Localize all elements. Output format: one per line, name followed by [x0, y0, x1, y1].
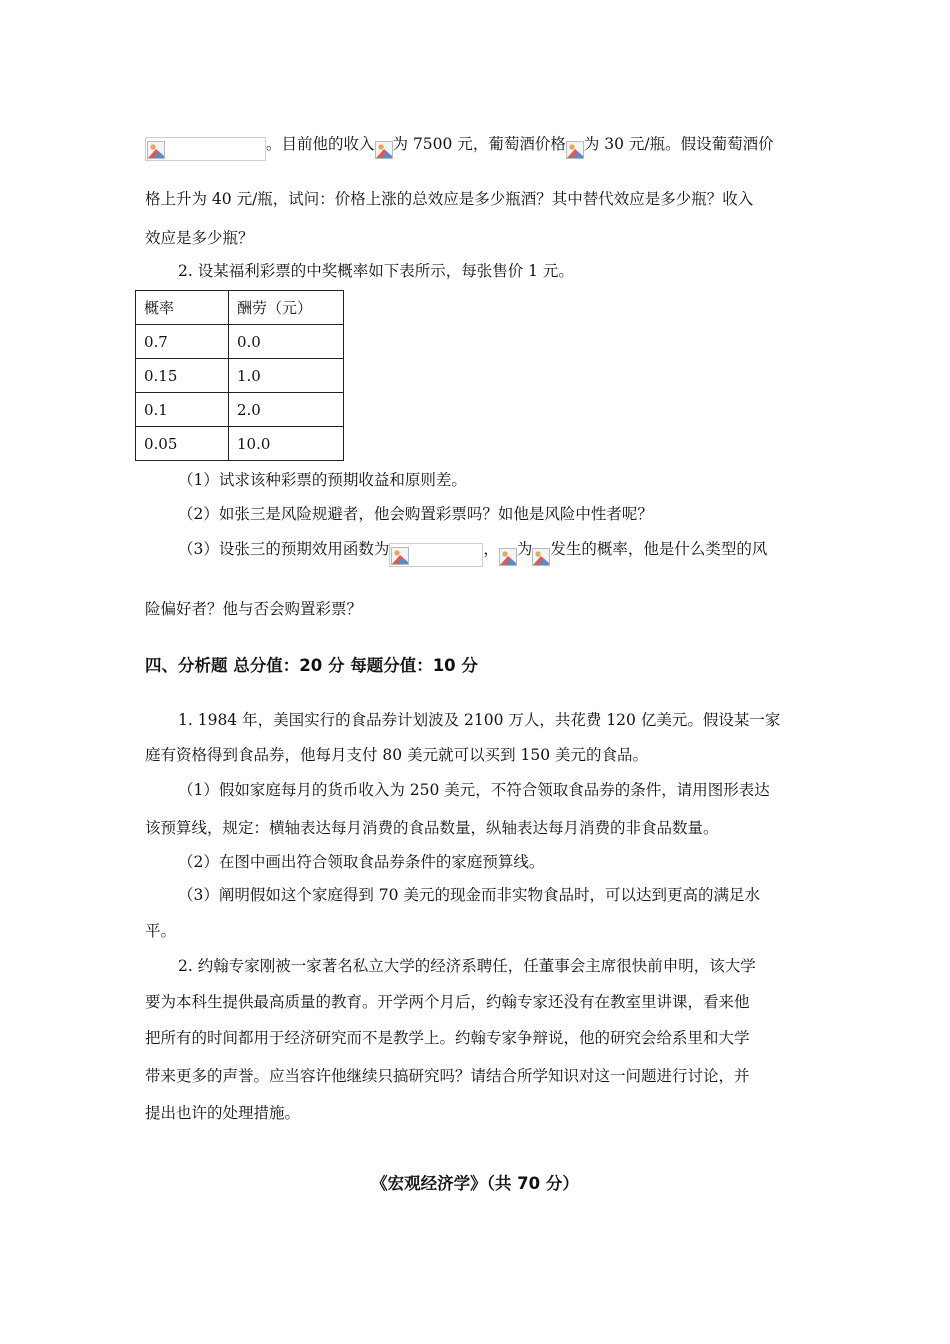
line-text: 为: [516, 540, 533, 558]
analysis-1-line-1: 1. 1984 年，美国实行的食品券计划波及 2100 万人，共花费 120 亿美元。假设某一家: [178, 711, 781, 729]
line-text: 。目前他的收入: [266, 135, 375, 153]
table-cell: 0.0: [229, 325, 344, 359]
table-row: [136, 325, 344, 359]
table-row: [136, 427, 344, 461]
broken-image-icon: [391, 547, 409, 565]
table-cell: 10.0: [229, 427, 344, 461]
line-text: ，: [483, 540, 499, 558]
table-cell: 0.15: [136, 359, 229, 393]
macroeconomics-title: 《宏观经济学》（共 70 分）: [371, 1174, 579, 1193]
question-continuation-line-2: 格上升为 40 元/瓶，试问：价格上涨的总效应是多少瓶酒？其中替代效应是多少瓶？收入: [145, 190, 754, 208]
broken-image-icon: [566, 141, 584, 159]
line-text: （3）设张三的预期效用函数为: [178, 540, 390, 558]
question-2-intro: 2. 设某福利彩票的中奖概率如下表所示，每张售价 1 元。: [178, 262, 574, 280]
analysis-2-line-2: 要为本科生提供最高质量的教育。开学两个月后，约翰专家还没有在教室里讲课，看来他: [145, 993, 750, 1011]
table-cell: 2.0: [229, 393, 344, 427]
table-cell: 0.1: [136, 393, 229, 427]
section-4-heading: 四、分析题 总分值：20 分 每题分值：10 分: [145, 656, 478, 675]
analysis-2-line-4: 带来更多的声誉。应当容许他继续只搞研究吗？请结合所学知识对这一问题进行讨论，并: [145, 1067, 750, 1085]
line-text: 为 7500 元，葡萄酒价格: [392, 135, 566, 153]
broken-image-icon: [499, 548, 517, 566]
question-2-sub-3: [178, 539, 767, 567]
question-2-sub-1: （1）试求该种彩票的预期收益和原则差。: [178, 471, 467, 489]
analysis-1-sub-3-line-1: （3）阐明假如这个家庭得到 70 美元的现金而非实物食品时，可以达到更高的满足水: [178, 886, 760, 904]
table-row: [136, 393, 344, 427]
formula-image: [145, 137, 266, 161]
line-text: 为 30 元/瓶。假设葡萄酒价: [583, 135, 774, 153]
analysis-1-sub-3-line-2: 平。: [145, 922, 177, 940]
question-continuation-line-1: [145, 133, 774, 159]
table-cell: 1.0: [229, 359, 344, 393]
analysis-2-line-1: 2. 约翰专家刚被一家著名私立大学的经济系聘任，任董事会主席很快前申明，该大学: [178, 957, 756, 975]
broken-image-icon: [532, 548, 550, 566]
broken-image-icon: [147, 141, 165, 159]
formula-image: [389, 543, 483, 567]
analysis-1-sub-1-line-2: 该预算线，规定：横轴表达每月消费的食品数量，纵轴表达每月消费的非食品数量。: [145, 819, 719, 837]
analysis-1-sub-1-line-1: （1）假如家庭每月的货币收入为 250 美元，不符合领取食品券的条件，请用图形表达: [178, 781, 770, 799]
question-2-sub-2: （2）如张三是风险规避者，他会购置彩票吗？如他是风险中性者呢？: [178, 505, 653, 523]
broken-image-icon: [375, 141, 393, 159]
question-2-sub-3-cont: 险偏好者？他与否会购置彩票？: [145, 600, 363, 618]
table-header-cell: 酬劳（元）: [229, 291, 344, 325]
probability-table: [135, 290, 344, 461]
table-header-row: [136, 291, 344, 325]
analysis-2-line-5: 提出也许的处理措施。: [145, 1104, 301, 1122]
table-cell: 0.05: [136, 427, 229, 461]
question-continuation-line-3: 效应是多少瓶？: [145, 229, 254, 247]
table-row: [136, 359, 344, 393]
analysis-1-line-2: 庭有资格得到食品券，他每月支付 80 美元就可以买到 150 美元的食品。: [145, 746, 649, 764]
table-header-cell: 概率: [136, 291, 229, 325]
analysis-1-sub-2: （2）在图中画出符合领取食品券条件的家庭预算线。: [178, 853, 545, 871]
table-cell: 0.7: [136, 325, 229, 359]
line-text: 发生的概率，他是什么类型的风: [550, 540, 768, 558]
analysis-2-line-3: 把所有的时间都用于经济研究而不是教学上。约翰专家争辩说，他的研究会给系里和大学: [145, 1029, 750, 1047]
